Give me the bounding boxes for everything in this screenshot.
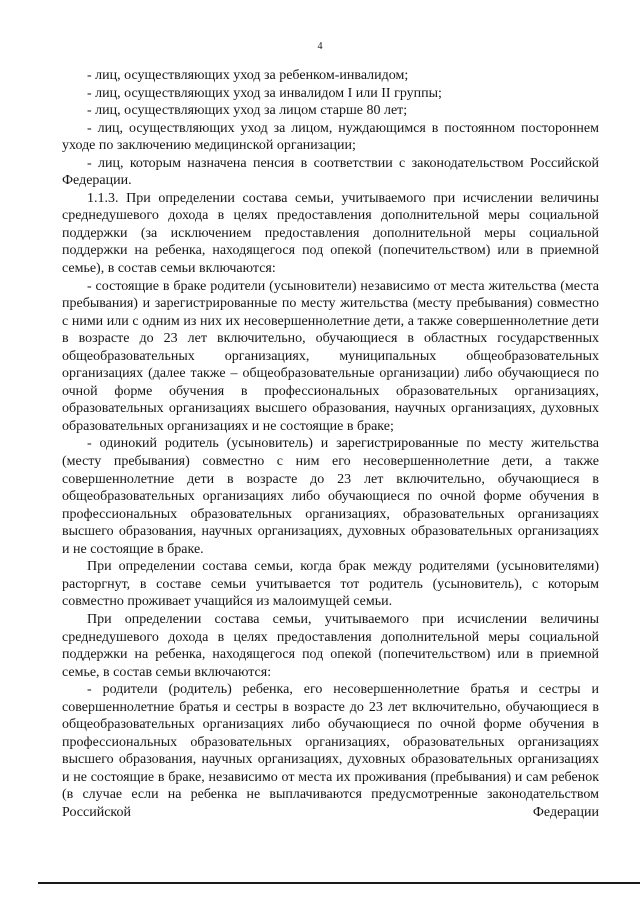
paragraph: 1.1.3. При определении состава семьи, учитываемого при исчислении величины среднедушевого дохода в целях предоставления дополнительной меры социальной поддержки (за исключением предоставления дополнительной меры социальной поддержки на ребенка, находящегося под опекой (попечительством) или в приемной семье), в состав семьи включаются: (62, 190, 599, 277)
paragraph: - лиц, осуществляющих уход за инвалидом I или II группы; (87, 85, 442, 101)
document-body (62, 67, 599, 822)
paragraph: - лиц, которым назначена пенсия в соответствии с законодательством Российской Федерации. (62, 155, 599, 189)
paragraph: - лиц, осуществляющих уход за лицом старше 80 лет; (87, 103, 408, 119)
paragraph: - лиц, осуществляющих уход за лицом, нуждающимся в постоянном постороннем уходе по заключению медицинской организации; (62, 120, 599, 154)
paragraph: - состоящие в браке родители (усыновители) независимо от места жительства (места пребывания) и зарегистрированные по месту жительства (месту пребывания) совместно с ними или с одним из них их несовершеннолетние дети, а также совершеннолетние дети в возрасте до 23 лет включительно, обучающиеся в областных государственных общеобразовательных организациях, муниципальных общеобразовательных организациях (далее также – общеобразовательные организации) либо обучающиеся по очной форме обучения в профессиональных образовательных организациях, образовательных организациях высшего образования, научных организациях, духовных образовательных организациях и не состоящие в браке; (62, 278, 599, 434)
page-bottom-divider (38, 882, 640, 884)
paragraph: - лиц, осуществляющих уход за ребенком-инвалидом; (87, 68, 409, 83)
paragraph: При определении состава семьи, учитываемого при исчислении величины среднедушевого дохода в целях предоставления дополнительной меры социальной поддержки на ребенка, находящегося под опекой (попечительством) или в приемной семье, в состав семьи включаются: (62, 611, 599, 680)
page-number: 4 (317, 41, 323, 52)
paragraph: - родители (родитель) ребенка, его несовершеннолетние братья и сестры и совершеннолетние братья и сестры в возрасте до 23 лет включительно, обучающиеся в общеобразовательных организациях либо обучающиеся по очной форме обучения в профессиональных образовательных организациях, образовательных организациях высшего образования, научных организациях, духовных образовательных организациях и не состоящие в браке, независимо от места их проживания (пребывания) и сам ребенок (в случае если на ребенка не выплачиваются предусмотренные законодательством Российской Федерации (62, 682, 599, 820)
paragraph: При определении состава семьи, когда брак между родителями (усыновителями) расторгнут, в составе семьи учитывается тот родитель (усыновитель), с которым совместно проживает учащийся из малоимущей семьи. (62, 559, 599, 610)
paragraph: - одинокий родитель (усыновитель) и зарегистрированные по месту жительства (месту пребывания) совместно с ним его несовершеннолетние дети, а также совершеннолетние дети в возрасте до 23 лет включительно, обучающиеся в общеобразовательных организациях либо обучающиеся по очной форме обучения в профессиональных образовательных организациях, образовательных организациях высшего образования, научных организациях, духовных образовательных организациях и не состоящие в браке. (62, 436, 599, 557)
